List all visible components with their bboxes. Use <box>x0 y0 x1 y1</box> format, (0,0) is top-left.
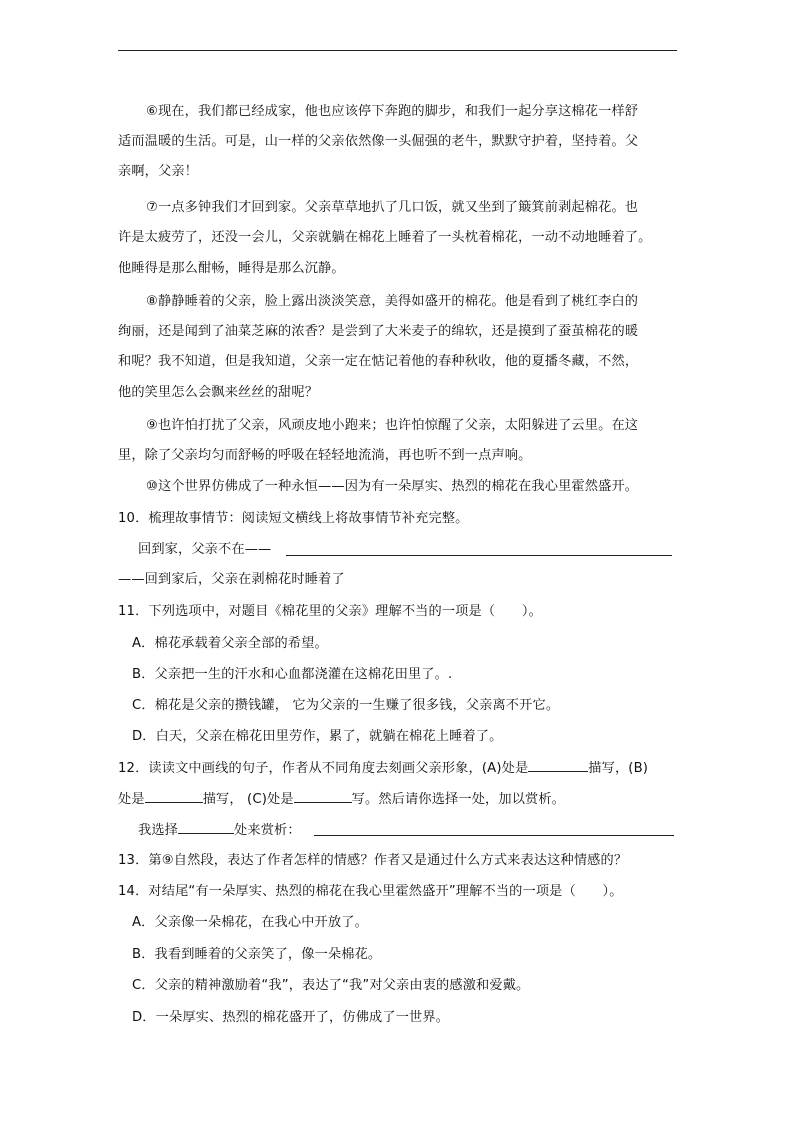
q12-line-2-text-c: 写。然后请你选择一处，加以赏析。 <box>351 792 566 807</box>
p9-line-1: ⑨也许怕打扰了父亲，风顽皮地小跑来；也许怕惊醒了父亲，太阳躲进了云里。在这 <box>146 418 639 433</box>
q11-stem: 11．下列选项中，对题目《棉花里的父亲》理解不当的一项是（ ）。 <box>118 604 542 619</box>
q10-line-2: ——回到家后，父亲在剥棉花时睡着了 <box>118 572 345 587</box>
p8-line-4: 他的笑里怎么会飘来丝丝的甜呢？ <box>118 385 319 400</box>
q14-stem: 14．对结尾“有一朵厚实、热烈的棉花在我心里霍然盛开”理解不当的一项是（ ）。 <box>118 884 623 899</box>
q12-line-3 <box>138 821 301 840</box>
q12-blank-b[interactable] <box>145 790 203 803</box>
q14-option-c: C．父亲的精神激励着“我”，表达了“我”对父亲由衷的感激和爱戴。 <box>132 978 530 993</box>
p9-line-2: 里，除了父亲均匀而舒畅的呼吸在轻轻地流淌，再也听不到一点声响。 <box>118 448 532 463</box>
q11-option-a: A．棉花承载着父亲全部的希望。 <box>132 636 328 651</box>
q14-option-d: D．一朵厚实、热烈的棉花盛开了，仿佛成了一世界。 <box>132 1010 450 1025</box>
p7-line-2: 许是太疲劳了，还没一会儿，父亲就躺在棉花上睡着了一头枕着棉花，一动不动地睡着了。 <box>118 230 652 245</box>
q11-option-d: D．白天，父亲在棉花田里劳作，累了，就躺在棉花上睡着了。 <box>132 729 503 744</box>
p6-line-1: ⑥现在，我们都已经成家，他也应该停下奔跑的脚步，和我们一起分享这棉花一样舒 <box>146 104 639 119</box>
p7-line-3: 他睡得是那么酣畅，睡得是那么沉静。 <box>118 261 345 276</box>
q12-line-2 <box>118 790 565 809</box>
q10-stem: 10．梳理故事情节：阅读短文横线上将故事情节补充完整。 <box>118 511 469 526</box>
p6-line-2: 适而温暖的生活。可是，山一样的父亲依然像一头倔强的老牛，默默守护着，坚持着。父 <box>118 134 639 149</box>
q12-analysis-blank[interactable] <box>314 835 674 836</box>
p8-line-2: 绚丽，还是闻到了油菜芝麻的浓香？是尝到了大米麦子的绵软，还是摸到了蚕茧棉花的暖 <box>118 324 639 339</box>
q14-option-b: B．我看到睡着的父亲笑了，像一朵棉花。 <box>132 947 382 962</box>
q12-blank-a[interactable] <box>528 759 588 772</box>
q12-line-1-text-a: 12．读读文中画线的句子，作者从不同角度去刻画父亲形象，(A)处是 <box>118 761 529 776</box>
q12-line-2-text-b: 描写， (C)处是 <box>202 792 294 807</box>
q12-line-3-text-a: 我选择 <box>138 823 179 838</box>
q12-line-2-text-a: 处是 <box>118 792 145 807</box>
q10-answer-blank[interactable] <box>286 555 672 556</box>
q14-option-a: A．父亲像一朵棉花，在我心中开放了。 <box>132 915 368 930</box>
p6-line-3: 亲啊，父亲！ <box>118 164 199 179</box>
header-rule <box>118 50 677 51</box>
p10-line: ⑩这个世界仿佛成了一种永恒——因为有一朵厚实、热烈的棉花在我心里霍然盛开。 <box>146 479 639 494</box>
q10-line-1: 回到家，父亲不在—— <box>138 542 272 557</box>
q12-line-1-text-b: 描写，(B) <box>588 761 649 776</box>
p7-line-1: ⑦一点多钟我们才回到家。父亲草草地扒了几口饭，就又坐到了簸箕前剥起棉花。也 <box>146 200 639 215</box>
p8-line-1: ⑧静静睡着的父亲，脸上露出淡淡笑意，美得如盛开的棉花。他是看到了桃红李白的 <box>146 294 639 309</box>
q12-blank-choice[interactable] <box>178 821 234 834</box>
q11-option-b: B．父亲把一生的汗水和心血都浇灌在这棉花田里了。. <box>132 667 453 682</box>
q13-stem: 13．第⑨自然段，表达了作者怎样的情感？作者又是通过什么方式来表达这种情感的？ <box>118 853 628 868</box>
p8-line-3: 和呢？我不知道，但是我知道，父亲一定在惦记着他的春种秋收，他的夏播冬藏，不然， <box>118 354 639 369</box>
q12-line-1 <box>118 759 648 778</box>
q11-option-c: C．棉花是父亲的攒钱罐， 它为父亲的一生赚了很多钱，父亲离不开它。 <box>132 698 560 713</box>
q12-line-3-text-b: 处来赏析： <box>234 823 301 838</box>
q12-blank-c[interactable] <box>294 790 352 803</box>
